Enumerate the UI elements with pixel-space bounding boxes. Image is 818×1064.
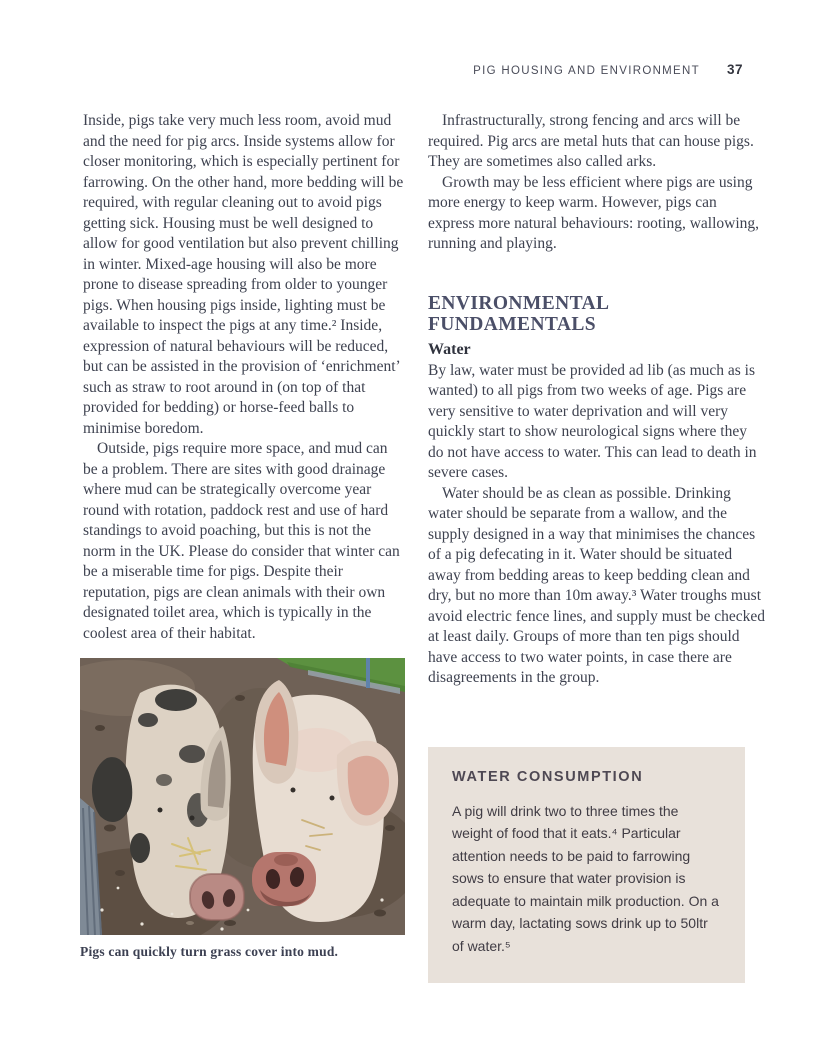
page-number: 37 <box>726 62 743 77</box>
pigs-in-mud-photo <box>80 658 405 935</box>
left-column <box>80 111 405 983</box>
infobox-title: WATER CONSUMPTION <box>452 768 644 785</box>
paragraph: Growth may be less efficient where pigs are using more energy to keep warm. However, pigs can express more natural behaviours: rooting, wallowing, running and playing. <box>428 173 760 252</box>
figure-caption: Pigs can quickly turn grass cover into mud. <box>80 944 339 959</box>
water-consumption-box <box>428 747 745 984</box>
right-column <box>428 111 765 983</box>
running-title: PIG HOUSING AND ENVIRONMENT <box>473 65 700 77</box>
paragraph: Infrastructurally, strong fencing and arcs will be required. Pig arcs are metal huts that can house pigs. They are sometimes also called arks. <box>428 112 754 170</box>
two-column-layout <box>80 111 765 983</box>
section-heading: ENVIRONMENTAL FUNDAMENTALS <box>428 292 609 335</box>
subsection-heading: Water <box>428 340 471 358</box>
paragraph: Water should be as clean as possible. Drinking water should be separate from a wallow, and the supply designed in a way that minimises the chances of a pig defecating in it. Water should be situated away from bedding areas to keep bedding clean and dry, but no more than 10m away.³ Water troughs must avoid electric fence lines, and supply must be checked at least daily. Groups of more than ten pigs should have access to two water points, in case there are disagreements in the group. <box>428 484 765 686</box>
infobox-body: A pig will drink two to three times the weight of food that it eats.⁴ Particular attention needs to be paid to farrowing sows to ensure that water provision is adequate to maintain milk production. On a warm day, lactating sows drink up to 50ltr of water.⁵ <box>452 802 719 954</box>
page-header <box>83 62 765 77</box>
paragraph: Inside, pigs take very much less room, avoid mud and the need for pig arcs. Inside systems allow for closer monitoring, which is especially pertinent for farrowing. On the other hand, more bedding will be required, with regular cleaning out to avoid pigs getting sick. Housing must be well designed to allow for good ventilation but also prevent chilling in winter. Mixed-age housing will also be more prone to disease spreading from older to younger pigs. When housing pigs inside, lighting must be available to inspect the pigs at any time.² Inside, expression of natural behaviours will be reduced, but can be assisted in the provision of ‘enrichment’ such as straw to root around in (on top of that provided for bedding) or horse-feed balls to minimise boredom. <box>83 112 404 437</box>
paragraph: Outside, pigs require more space, and mud can be a problem. There are sites with good drainage where mud can be strategically overcome year round with rotation, paddock rest and use of hard standings to avoid poaching, but this is not the norm in the UK. Please do consider that winter can be a miserable time for pigs. Despite their reputation, pigs are clean animals with their own designated toilet area, which is typically in the coolest area of their habitat. <box>83 440 400 642</box>
paragraph: By law, water must be provided ad lib (as much as is wanted) to all pigs from two weeks of age. Pigs are very sensitive to water deprivation and will very quickly start to show neurological signs where they do not have access to water. This can lead to death in severe cases. <box>428 361 757 481</box>
